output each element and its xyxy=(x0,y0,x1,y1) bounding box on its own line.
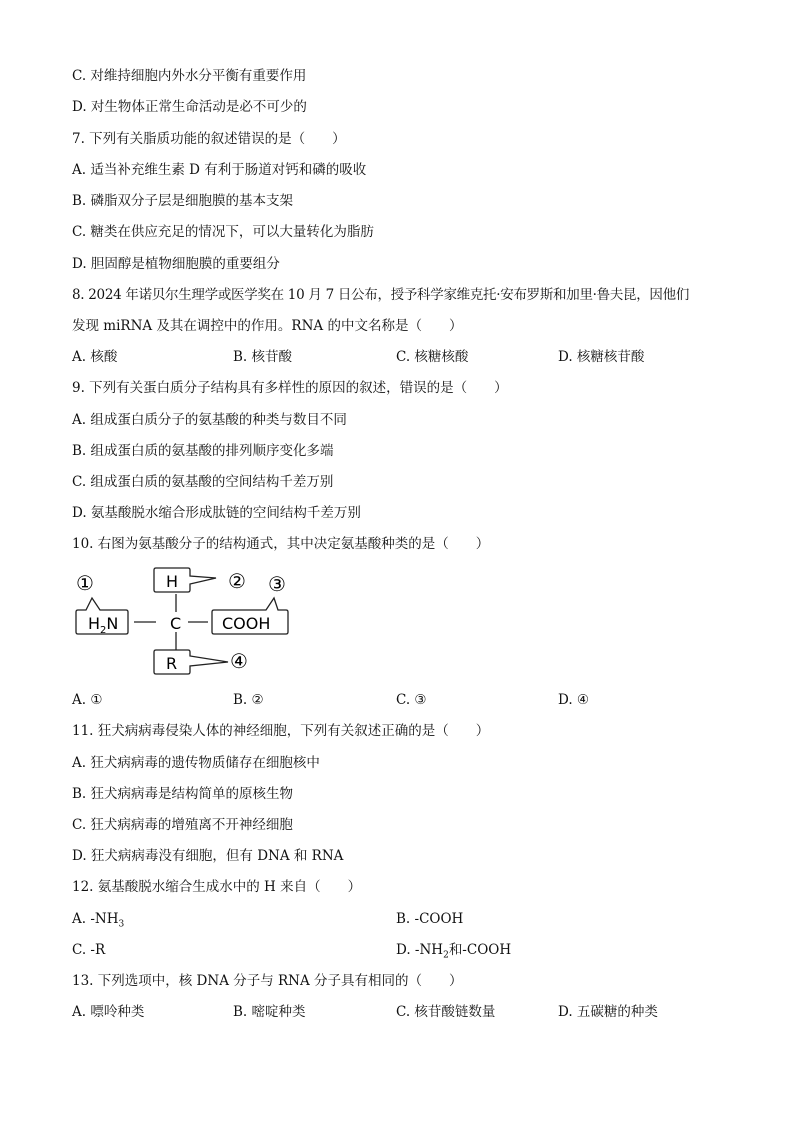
q7-option-b: B. 磷脂双分子层是细胞膜的基本支架 xyxy=(72,193,294,209)
q7-option-a: A. 适当补充维生素 D 有利于肠道对钙和磷的吸收 xyxy=(72,162,367,178)
q13-option-a: A. 嘌呤种类 xyxy=(72,1004,145,1020)
q12-d-sub: 2 xyxy=(443,950,449,961)
label-3: ③ xyxy=(268,572,286,596)
q7-option-d: D. 胆固醇是植物细胞膜的重要组分 xyxy=(72,256,280,272)
question-9: 9. 下列有关蛋白质分子结构具有多样性的原因的叙述，错误的是（ ） xyxy=(72,380,508,396)
label-4: ④ xyxy=(230,649,248,673)
q9-option-b: B. 组成蛋白质的氨基酸的排列顺序变化多端 xyxy=(72,443,334,459)
q7-option-c: C. 糖类在供应充足的情况下，可以大量转化为脂肪 xyxy=(72,224,374,240)
q8-option-d: D. 核糖核苷酸 xyxy=(558,349,645,365)
q9-option-a: A. 组成蛋白质分子的氨基酸的种类与数目不同 xyxy=(72,412,347,428)
q11-option-a: A. 狂犬病病毒的遗传物质储存在细胞核中 xyxy=(72,755,320,771)
question-8-line1: 8. 2024 年诺贝尔生理学或医学奖在 10 月 7 日公布，授予科学家维克托·安布罗斯和加里·鲁夫昆，因他们 xyxy=(72,287,690,303)
q10-option-c: C. ③ xyxy=(396,692,427,708)
q12-option-c: C. -R xyxy=(72,942,106,958)
q12-a-text: A. -NH xyxy=(72,911,119,927)
q12-option-b: B. -COOH xyxy=(396,911,464,927)
q9-option-d: D. 氨基酸脱水缩合形成肽链的空间结构千差万别 xyxy=(72,505,361,521)
q12-d-post: 和-COOH xyxy=(448,942,512,958)
q11-option-c: C. 狂犬病病毒的增殖离不开神经细胞 xyxy=(72,817,293,833)
h2n-label: $H_2N$ xyxy=(88,614,119,636)
q11-option-d: D. 狂犬病病毒没有细胞，但有 DNA 和 RNA xyxy=(72,848,344,864)
question-10: 10. 右图为氨基酸分子的结构通式，其中决定氨基酸种类的是（ ） xyxy=(72,536,490,552)
q10-option-d: D. ④ xyxy=(558,692,590,708)
question-7: 7. 下列有关脂质功能的叙述错误的是（ ） xyxy=(72,131,346,147)
q8-option-c: C. 核糖核酸 xyxy=(396,349,469,365)
cooh-label: COOH xyxy=(222,614,271,633)
r-label: R xyxy=(166,654,178,673)
q10-option-a: A. ① xyxy=(72,692,103,708)
q9-option-c: C. 组成蛋白质的氨基酸的空间结构千差万别 xyxy=(72,474,334,490)
q13-option-d: D. 五碳糖的种类 xyxy=(558,1004,658,1020)
q12-a-sub: 3 xyxy=(118,919,125,930)
question-13: 13. 下列选项中，核 DNA 分子与 RNA 分子具有相同的（ ） xyxy=(72,973,463,989)
label-1: ① xyxy=(76,571,94,595)
q12-option-d xyxy=(396,940,511,960)
h-label: H xyxy=(166,572,179,591)
question-11: 11. 狂犬病病毒侵染人体的神经细胞，下列有关叙述正确的是（ ） xyxy=(72,723,490,739)
question-12: 12. 氨基酸脱水缩合生成水中的 H 来自（ ） xyxy=(72,879,362,895)
q12-d-text: D. -NH xyxy=(396,942,444,958)
carbon-label: C xyxy=(170,614,182,633)
q12-option-a xyxy=(72,909,124,929)
amino-acid-structure-diagram xyxy=(70,564,300,680)
q13-option-b: B. 嘧啶种类 xyxy=(233,1004,306,1020)
question-8-line2: 发现 miRNA 及其在调控中的作用。RNA 的中文名称是（ ） xyxy=(72,318,463,334)
line-q6c: C. 对维持细胞内外水分平衡有重要作用 xyxy=(72,68,307,84)
q10-option-b: B. ② xyxy=(233,692,264,708)
q8-option-a: A. 核酸 xyxy=(72,349,118,365)
q8-option-b: B. 核苷酸 xyxy=(233,349,293,365)
label-2: ② xyxy=(228,569,246,593)
q11-option-b: B. 狂犬病病毒是结构简单的原核生物 xyxy=(72,786,294,802)
q13-option-c: C. 核苷酸链数量 xyxy=(396,1004,496,1020)
h-box xyxy=(154,568,216,592)
line-q6d: D. 对生物体正常生命活动是必不可少的 xyxy=(72,99,307,115)
